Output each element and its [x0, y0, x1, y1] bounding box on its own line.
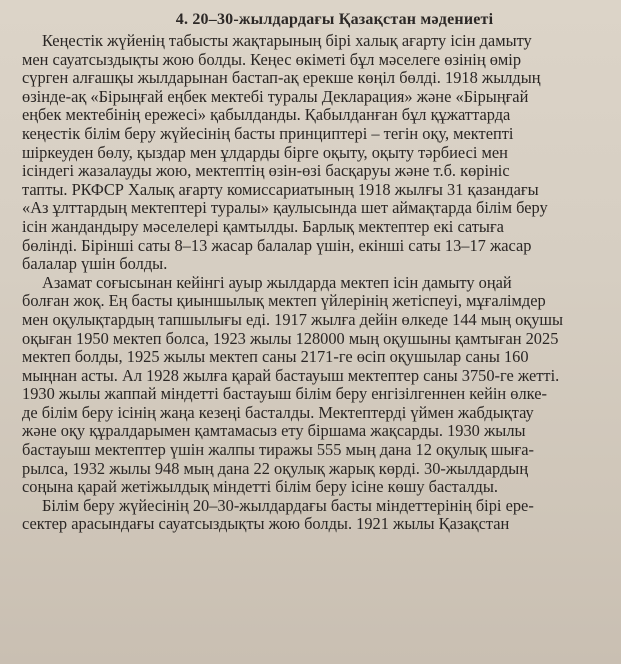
text-line: де білім беру ісінің жаңа кезеңі басталды. Мектептерді үймен жабдықтау	[22, 402, 534, 422]
text-line: Білім беру жүйесінің 20–30-жылдардағы басты міндеттерінің бірі ере-	[42, 495, 534, 515]
text-line: мен оқулықтардың тапшылығы еді. 1917 жылға дейін өлкеде 144 мың оқушы	[22, 309, 564, 329]
text-line: рылса, 1932 жылы 948 мың дана 22 оқулық жарық көрді. 30-жылдардың	[22, 458, 529, 478]
text-line: шіркеуден бөлу, қыздар мен ұлдарды бірге оқыту, оқыту тәрбиесі мен	[22, 142, 508, 162]
text-line: мыңнан асты. Ал 1928 жылға қарай бастауыш мектептер саны 3750-ге жетті.	[22, 365, 560, 385]
text-line: еңбек мектебінің ережесі» қабылданды. Қабылданған бұл құжаттарда	[22, 105, 511, 125]
text-line: Азамат соғысынан кейінгі ауыр жылдарда мектеп ісін дамыту оңай	[42, 272, 512, 292]
text-line: және оқу құралдарымен қамтамасыз ету біршама жақсарды. 1930 жылы	[22, 421, 526, 441]
section-heading: 4. 20–30-жылдардағы Қазақстан мәдениеті	[175, 11, 494, 28]
text-line: соңына қарай жетіжылдық міндетті білім беру ісіне көшу басталды.	[22, 477, 498, 497]
text-line: «Аз ұлттардың мектептері туралы» қаулысында шет аймақтарда білім беру	[22, 198, 548, 218]
text-line: мектеп болды, 1925 жылы мектеп саны 2171-ге өсіп оқушылар саны 160	[22, 347, 529, 367]
text-line: Кеңестік жүйенің табысты жақтарының бірі халық ағарту ісін дамыту	[42, 31, 532, 50]
text-line: сектер арасындағы сауатсыздықты жою болды. 1921 жылы Қазақстан	[22, 514, 510, 534]
text-line: ісін жандандыру мәселелері қамтылды. Барлық мектептер екі сатыға	[22, 216, 504, 236]
text-line: өзінде-ақ «Бірыңғай еңбек мектебі туралы Декларация» және «Бірыңғай	[22, 86, 529, 106]
text-line: бөлінді. Бірінші саты 8–13 жасар балалар үшін, екінші саты 13–17 жасар	[22, 235, 532, 255]
paragraph-1	[22, 32, 611, 274]
text-line: 1930 жылы жаппай міндетті бастауыш білім беру енгізілгеннен кейін өлке-	[22, 384, 547, 404]
paragraph-3	[22, 497, 611, 534]
text-line: балалар үшін болды.	[22, 254, 168, 274]
text-line: болған жоқ. Ең басты қиыншылық мектеп үйлерінің жетіспеуі, мұғалімдер	[22, 291, 546, 311]
text-line: кеңестік білім беру жүйесінің басты принциптері – тегін оқу, мектепті	[22, 123, 514, 143]
text-line: оқыған 1950 мектеп болса, 1923 жылы 128000 мың оқушыны қамтыған 2025	[22, 328, 559, 348]
text-line: тапты. РКФСР Халық ағарту комиссариатының 1918 жылғы 31 қазандағы	[22, 179, 539, 199]
text-line: бастауыш мектептер үшін жалпы тиражы 555 мың дана 12 оқулық шыға-	[22, 440, 534, 460]
text-line: ісіндегі жазалауды жою, мектептің өзін-өзі басқаруы және т.б. көрініс	[22, 161, 510, 181]
text-line: мен сауатсыздықты жою болды. Кеңес өкіметі бұл мәселеге өзінің өмір	[22, 49, 522, 69]
text-line: сүрген алғашқы жылдарынан бастап-ақ ерекше көңіл бөлді. 1918 жылдың	[22, 68, 541, 88]
paragraph-2	[22, 274, 611, 497]
